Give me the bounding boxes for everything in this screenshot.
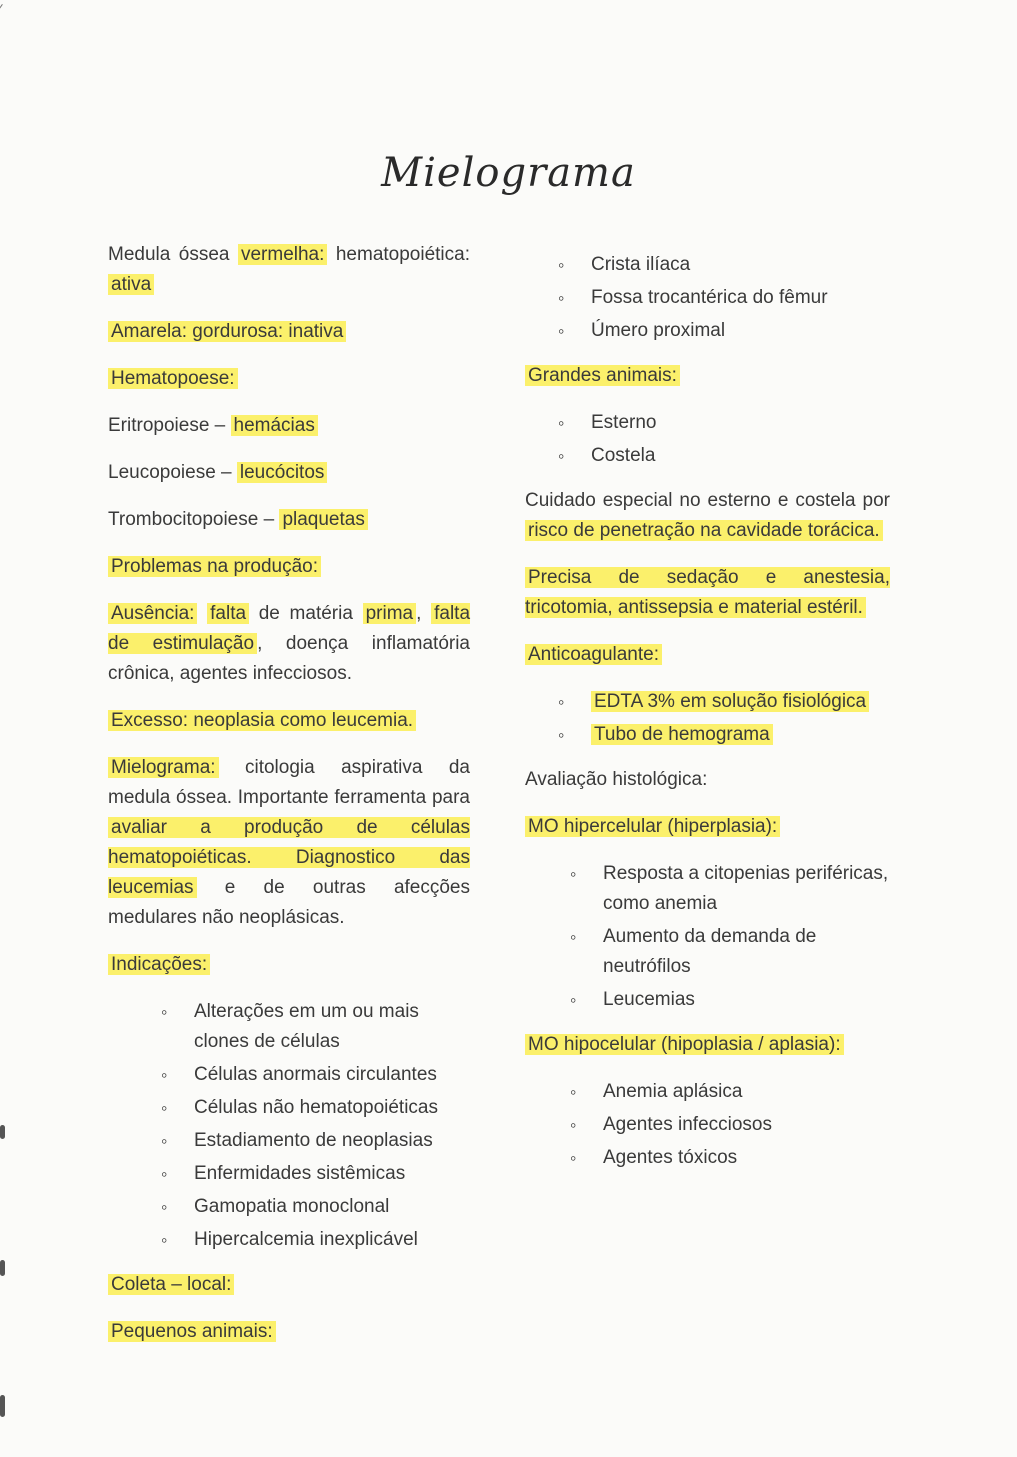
right-column: [525, 250, 890, 1188]
list-item: ◦ Leucemias: [603, 985, 890, 1015]
list-item: ◦ Anemia aplásica: [603, 1077, 890, 1107]
line-leucopoiese: Leucopoiese – leucócitos: [108, 458, 470, 488]
list-item: ◦ Resposta a citopenias periféricas, como anemia: [603, 859, 890, 919]
paragraph-medula-vermelha: Medula óssea vermelha: hematopoiética: ativa: [108, 244, 471, 295]
binder-hole-mark: [0, 1260, 5, 1276]
list-item: ◦ Aumento da demanda de neutrófilos: [603, 922, 890, 982]
list-item: ◦ Agentes tóxicos: [603, 1143, 890, 1173]
list-item: ◦ EDTA 3% em solução fisiológica: [591, 687, 890, 717]
list-anticoagulante: [525, 687, 890, 750]
list-hipocelular: [525, 1077, 890, 1173]
list-item: ◦ Fossa trocantérica do fêmur: [591, 283, 890, 313]
line-trombocitopoiese: Trombocitopoiese – plaquetas: [108, 505, 470, 535]
binder-hole-mark: [0, 1395, 5, 1417]
pencil-mark: [0, 4, 36, 60]
paragraph-cuidado: Cuidado especial no esterno e costela por risco de penetração na cavidade torácica.: [525, 490, 890, 541]
list-grandes-animais: [525, 408, 890, 471]
highlight: ativa: [108, 274, 154, 295]
heading-indicacoes: Indicações:: [108, 950, 470, 980]
list-item: ◦ Agentes infecciosos: [603, 1110, 890, 1140]
paragraph-amarela: Amarela: gordurosa: inativa: [108, 317, 470, 347]
page-title: Mielograma: [381, 150, 636, 196]
heading-pequenos-animais: Pequenos animais:: [108, 1317, 470, 1347]
paragraph-ausencia: Ausência: falta de matéria prima , falta de estimulação , doença inflamatória crônica, agentes infecciosos.: [108, 603, 471, 684]
heading-problemas: Problemas na produção:: [108, 552, 470, 582]
left-column: [108, 240, 470, 1364]
list-item: ◦ Estadiamento de neoplasias: [194, 1126, 470, 1156]
list-item: ◦ Costela: [591, 441, 890, 471]
paragraph-precisa: Precisa de sedação e anestesia, tricotomia, antissepsia e material estéril.: [525, 567, 890, 618]
list-pequenos-animais: [525, 250, 890, 346]
list-item: ◦ Alterações em um ou mais clones de células: [194, 997, 470, 1057]
list-indicacoes: [108, 997, 470, 1255]
heading-coleta: Coleta – local:: [108, 1270, 470, 1300]
heading-hipercelular: MO hipercelular (hiperplasia):: [525, 812, 890, 842]
list-item: ◦ Células anormais circulantes: [194, 1060, 470, 1090]
line-eritropoiese: Eritropoiese – hemácias: [108, 411, 470, 441]
paragraph-excesso: Excesso: neoplasia como leucemia.: [108, 706, 470, 736]
list-item: ◦ Células não hematopoiéticas: [194, 1093, 470, 1123]
list-item: ◦ Úmero proximal: [591, 316, 890, 346]
list-hipercelular: [525, 859, 890, 1015]
list-item: ◦ Enfermidades sistêmicas: [194, 1159, 470, 1189]
paragraph-mielograma: Mielograma: citologia aspirativa da medula óssea. Importante ferramenta para avaliar a produção de células hematopoiéticas. Diagnostico das leucemias e de outras afecções medulares não neoplásicas.: [108, 757, 470, 928]
list-item: ◦ Esterno: [591, 408, 890, 438]
highlight: vermelha:: [238, 244, 327, 265]
list-item: ◦ Tubo de hemograma: [591, 720, 890, 750]
paragraph-avaliacao: Avaliação histológica:: [525, 769, 708, 790]
heading-anticoagulante: Anticoagulante:: [525, 640, 890, 670]
heading-grandes-animais: Grandes animais:: [525, 361, 890, 391]
list-item: ◦ Hipercalcemia inexplicável: [194, 1225, 470, 1255]
binder-hole-mark: [0, 1125, 5, 1139]
list-item: ◦ Gamopatia monoclonal: [194, 1192, 470, 1222]
heading-hipocelular: MO hipocelular (hipoplasia / aplasia):: [525, 1030, 890, 1060]
list-item: ◦ Crista ilíaca: [591, 250, 890, 280]
heading-hematopoese: Hematopoese:: [108, 364, 470, 394]
